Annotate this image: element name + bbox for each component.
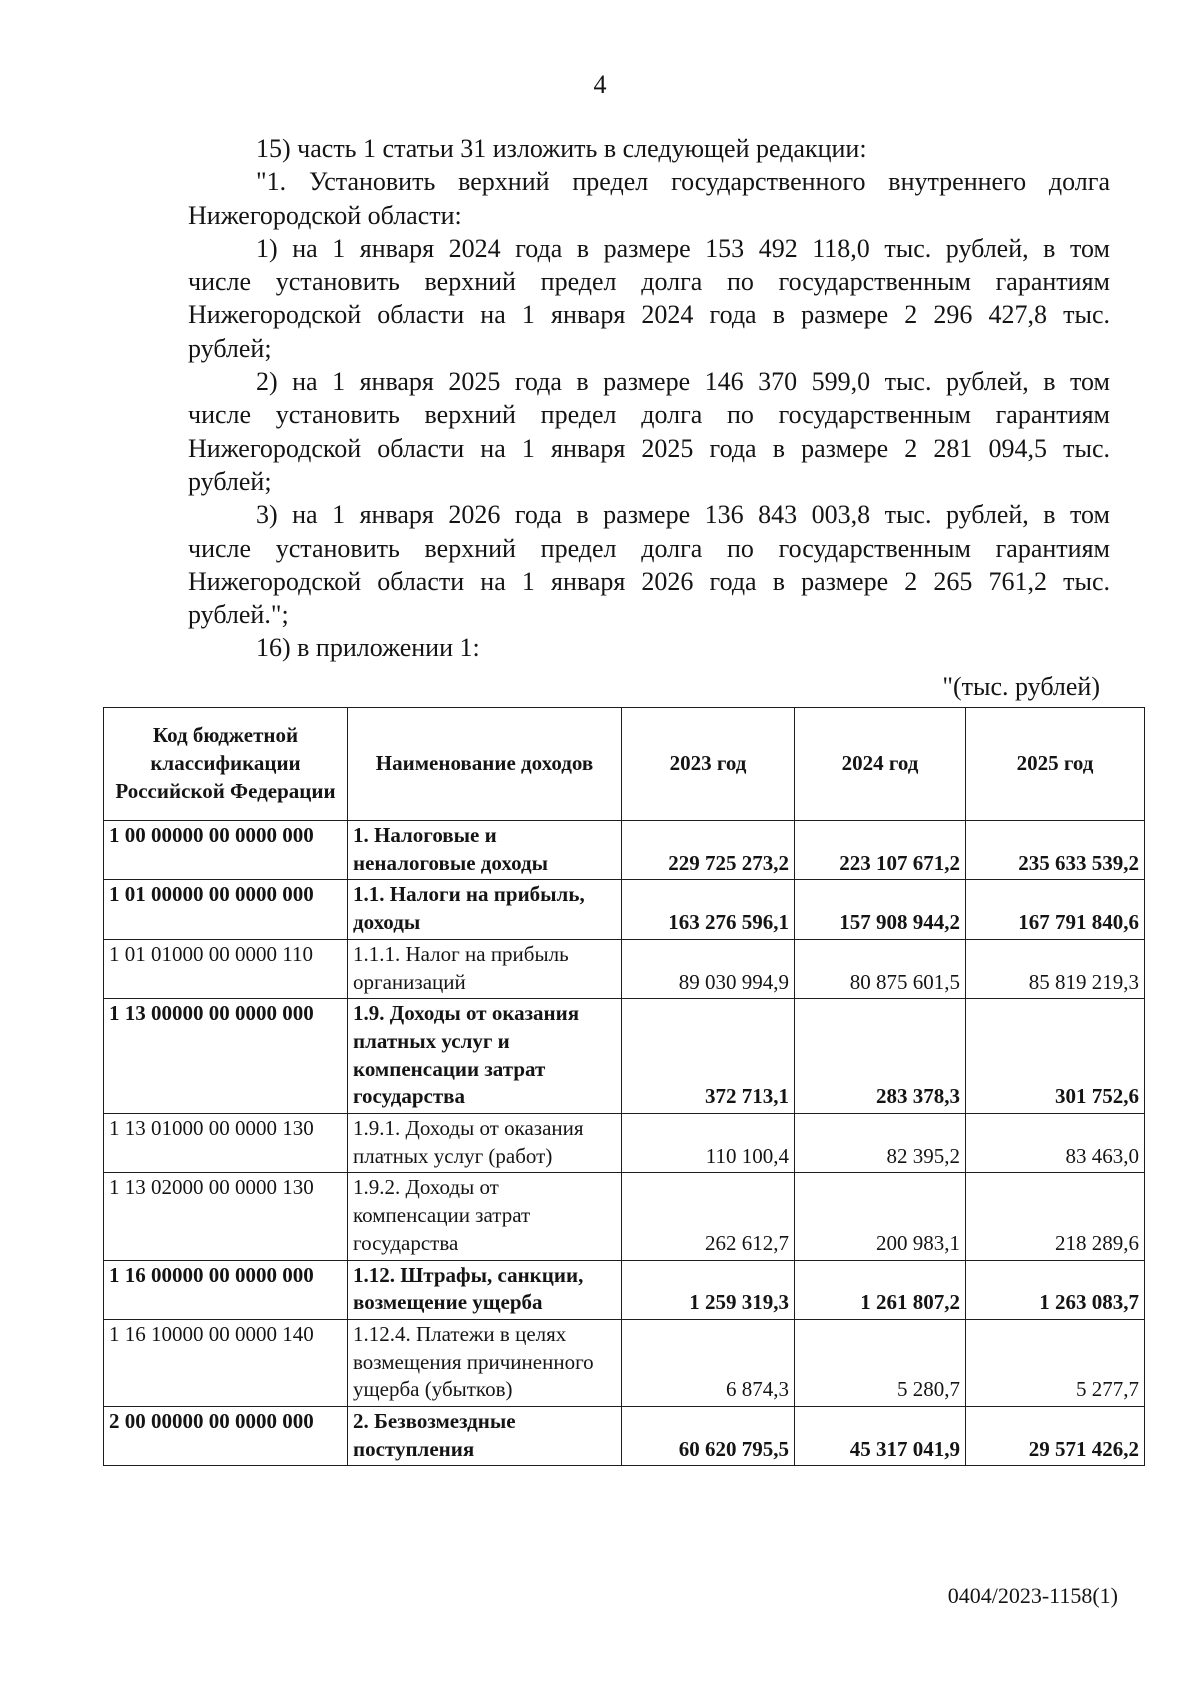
row-code: 1 16 10000 00 0000 140	[104, 1319, 348, 1406]
item-2-line-3: Нижегородской области на 1 января 2025 года в размере 2 281 094,5 тыс.	[188, 433, 1110, 463]
item-2-line-4: рублей;	[188, 466, 272, 496]
header-2023: 2023 год	[622, 708, 795, 821]
row-value-2025: 1 263 083,7	[966, 1260, 1145, 1319]
item-2-line-1: 2) на 1 января 2025 года в размере 146 370 599,0 тыс. рублей, в том	[256, 367, 1110, 397]
table-row	[104, 999, 1145, 1114]
intro-line-2: Нижегородской области:	[188, 200, 462, 230]
item-2-line-2: числе установить верхний предел долга по государственным гарантиям	[188, 400, 1110, 430]
row-code: 1 13 02000 00 0000 130	[104, 1173, 348, 1260]
row-value-2025: 5 277,7	[966, 1319, 1145, 1406]
table-row	[104, 821, 1145, 880]
row-name: 1.9.1. Доходы от оказания платных услуг (работ)	[348, 1114, 622, 1173]
row-value-2025: 29 571 426,2	[966, 1407, 1145, 1466]
row-value-2024: 157 908 944,2	[795, 880, 966, 939]
row-value-2024: 80 875 601,5	[795, 939, 966, 998]
income-table	[103, 707, 1145, 1466]
row-value-2024: 200 983,1	[795, 1173, 966, 1260]
row-value-2024: 1 261 807,2	[795, 1260, 966, 1319]
table-row	[104, 939, 1145, 998]
row-name: 1. Налоговые и неналоговые доходы	[348, 821, 622, 880]
row-name: 1.9. Доходы от оказания платных услуг и компенсации затрат государства	[348, 999, 622, 1114]
row-value-2025: 85 819 219,3	[966, 939, 1145, 998]
row-value-2024: 283 378,3	[795, 999, 966, 1114]
row-value-2025: 218 289,6	[966, 1173, 1145, 1260]
item-3-line-3: Нижегородской области на 1 января 2026 года в размере 2 265 761,2 тыс.	[188, 566, 1110, 596]
row-code: 2 00 00000 00 0000 000	[104, 1407, 348, 1466]
row-code: 1 16 00000 00 0000 000	[104, 1260, 348, 1319]
row-value-2025: 301 752,6	[966, 999, 1145, 1114]
row-name: 2. Безвозмездные поступления	[348, 1407, 622, 1466]
table-row	[104, 1319, 1145, 1406]
row-value-2024: 82 395,2	[795, 1114, 966, 1173]
row-code: 1 01 00000 00 0000 000	[104, 880, 348, 939]
table-row	[104, 1407, 1145, 1466]
row-value-2025: 235 633 539,2	[966, 821, 1145, 880]
row-code: 1 00 00000 00 0000 000	[104, 821, 348, 880]
header-2024: 2024 год	[795, 708, 966, 821]
row-value-2023: 262 612,7	[622, 1173, 795, 1260]
table-row	[104, 1114, 1145, 1173]
row-value-2023: 372 713,1	[622, 999, 795, 1114]
table-row	[104, 1260, 1145, 1319]
header-name: Наименование доходов	[348, 708, 622, 821]
row-value-2023: 229 725 273,2	[622, 821, 795, 880]
row-value-2023: 6 874,3	[622, 1319, 795, 1406]
row-name: 1.9.2. Доходы от компенсации затрат государства	[348, 1173, 622, 1260]
document-body	[188, 132, 1110, 665]
table-row	[104, 1173, 1145, 1260]
item-3-line-4: рублей.";	[188, 600, 289, 630]
item-1-line-3: Нижегородской области на 1 января 2024 года в размере 2 296 427,8 тыс.	[188, 300, 1110, 330]
row-value-2023: 163 276 596,1	[622, 880, 795, 939]
header-code: Код бюджетной классификации Российской Федерации	[104, 708, 348, 821]
row-value-2023: 60 620 795,5	[622, 1407, 795, 1466]
row-value-2024: 5 280,7	[795, 1319, 966, 1406]
row-value-2023: 89 030 994,9	[622, 939, 795, 998]
table-row	[104, 880, 1145, 939]
row-name: 1.12.4. Платежи в целях возмещения причиненного ущерба (убытков)	[348, 1319, 622, 1406]
document-number: 0404/2023-1158(1)	[947, 1583, 1118, 1608]
item-1-line-4: рублей;	[188, 333, 272, 363]
table-header-row	[104, 708, 1145, 821]
row-value-2024: 223 107 671,2	[795, 821, 966, 880]
row-value-2023: 110 100,4	[622, 1114, 795, 1173]
header-2025: 2025 год	[966, 708, 1145, 821]
row-value-2025: 167 791 840,6	[966, 880, 1145, 939]
row-name: 1.1. Налоги на прибыль, доходы	[348, 880, 622, 939]
row-name: 1.1.1. Налог на прибыль организаций	[348, 939, 622, 998]
intro-line-1: "1. Установить верхний предел государственного внутреннего долга	[256, 167, 1110, 197]
row-value-2025: 83 463,0	[966, 1114, 1145, 1173]
units-note: "(тыс. рублей)	[942, 672, 1100, 701]
row-code: 1 01 01000 00 0000 110	[104, 939, 348, 998]
item-3-line-1: 3) на 1 января 2026 года в размере 136 843 003,8 тыс. рублей, в том	[256, 500, 1110, 530]
item-1-line-2: числе установить верхний предел долга по государственным гарантиям	[188, 267, 1110, 297]
row-code: 1 13 00000 00 0000 000	[104, 999, 348, 1114]
row-code: 1 13 01000 00 0000 130	[104, 1114, 348, 1173]
paragraph-16: 16) в приложении 1:	[256, 633, 480, 663]
row-value-2023: 1 259 319,3	[622, 1260, 795, 1319]
item-3-line-2: числе установить верхний предел долга по государственным гарантиям	[188, 533, 1110, 563]
row-name: 1.12. Штрафы, санкции, возмещение ущерба	[348, 1260, 622, 1319]
row-value-2024: 45 317 041,9	[795, 1407, 966, 1466]
paragraph-15: 15) часть 1 статьи 31 изложить в следующей редакции:	[256, 134, 867, 163]
item-1-line-1: 1) на 1 января 2024 года в размере 153 492 118,0 тыс. рублей, в том	[256, 233, 1110, 263]
page-number: 4	[593, 70, 607, 99]
